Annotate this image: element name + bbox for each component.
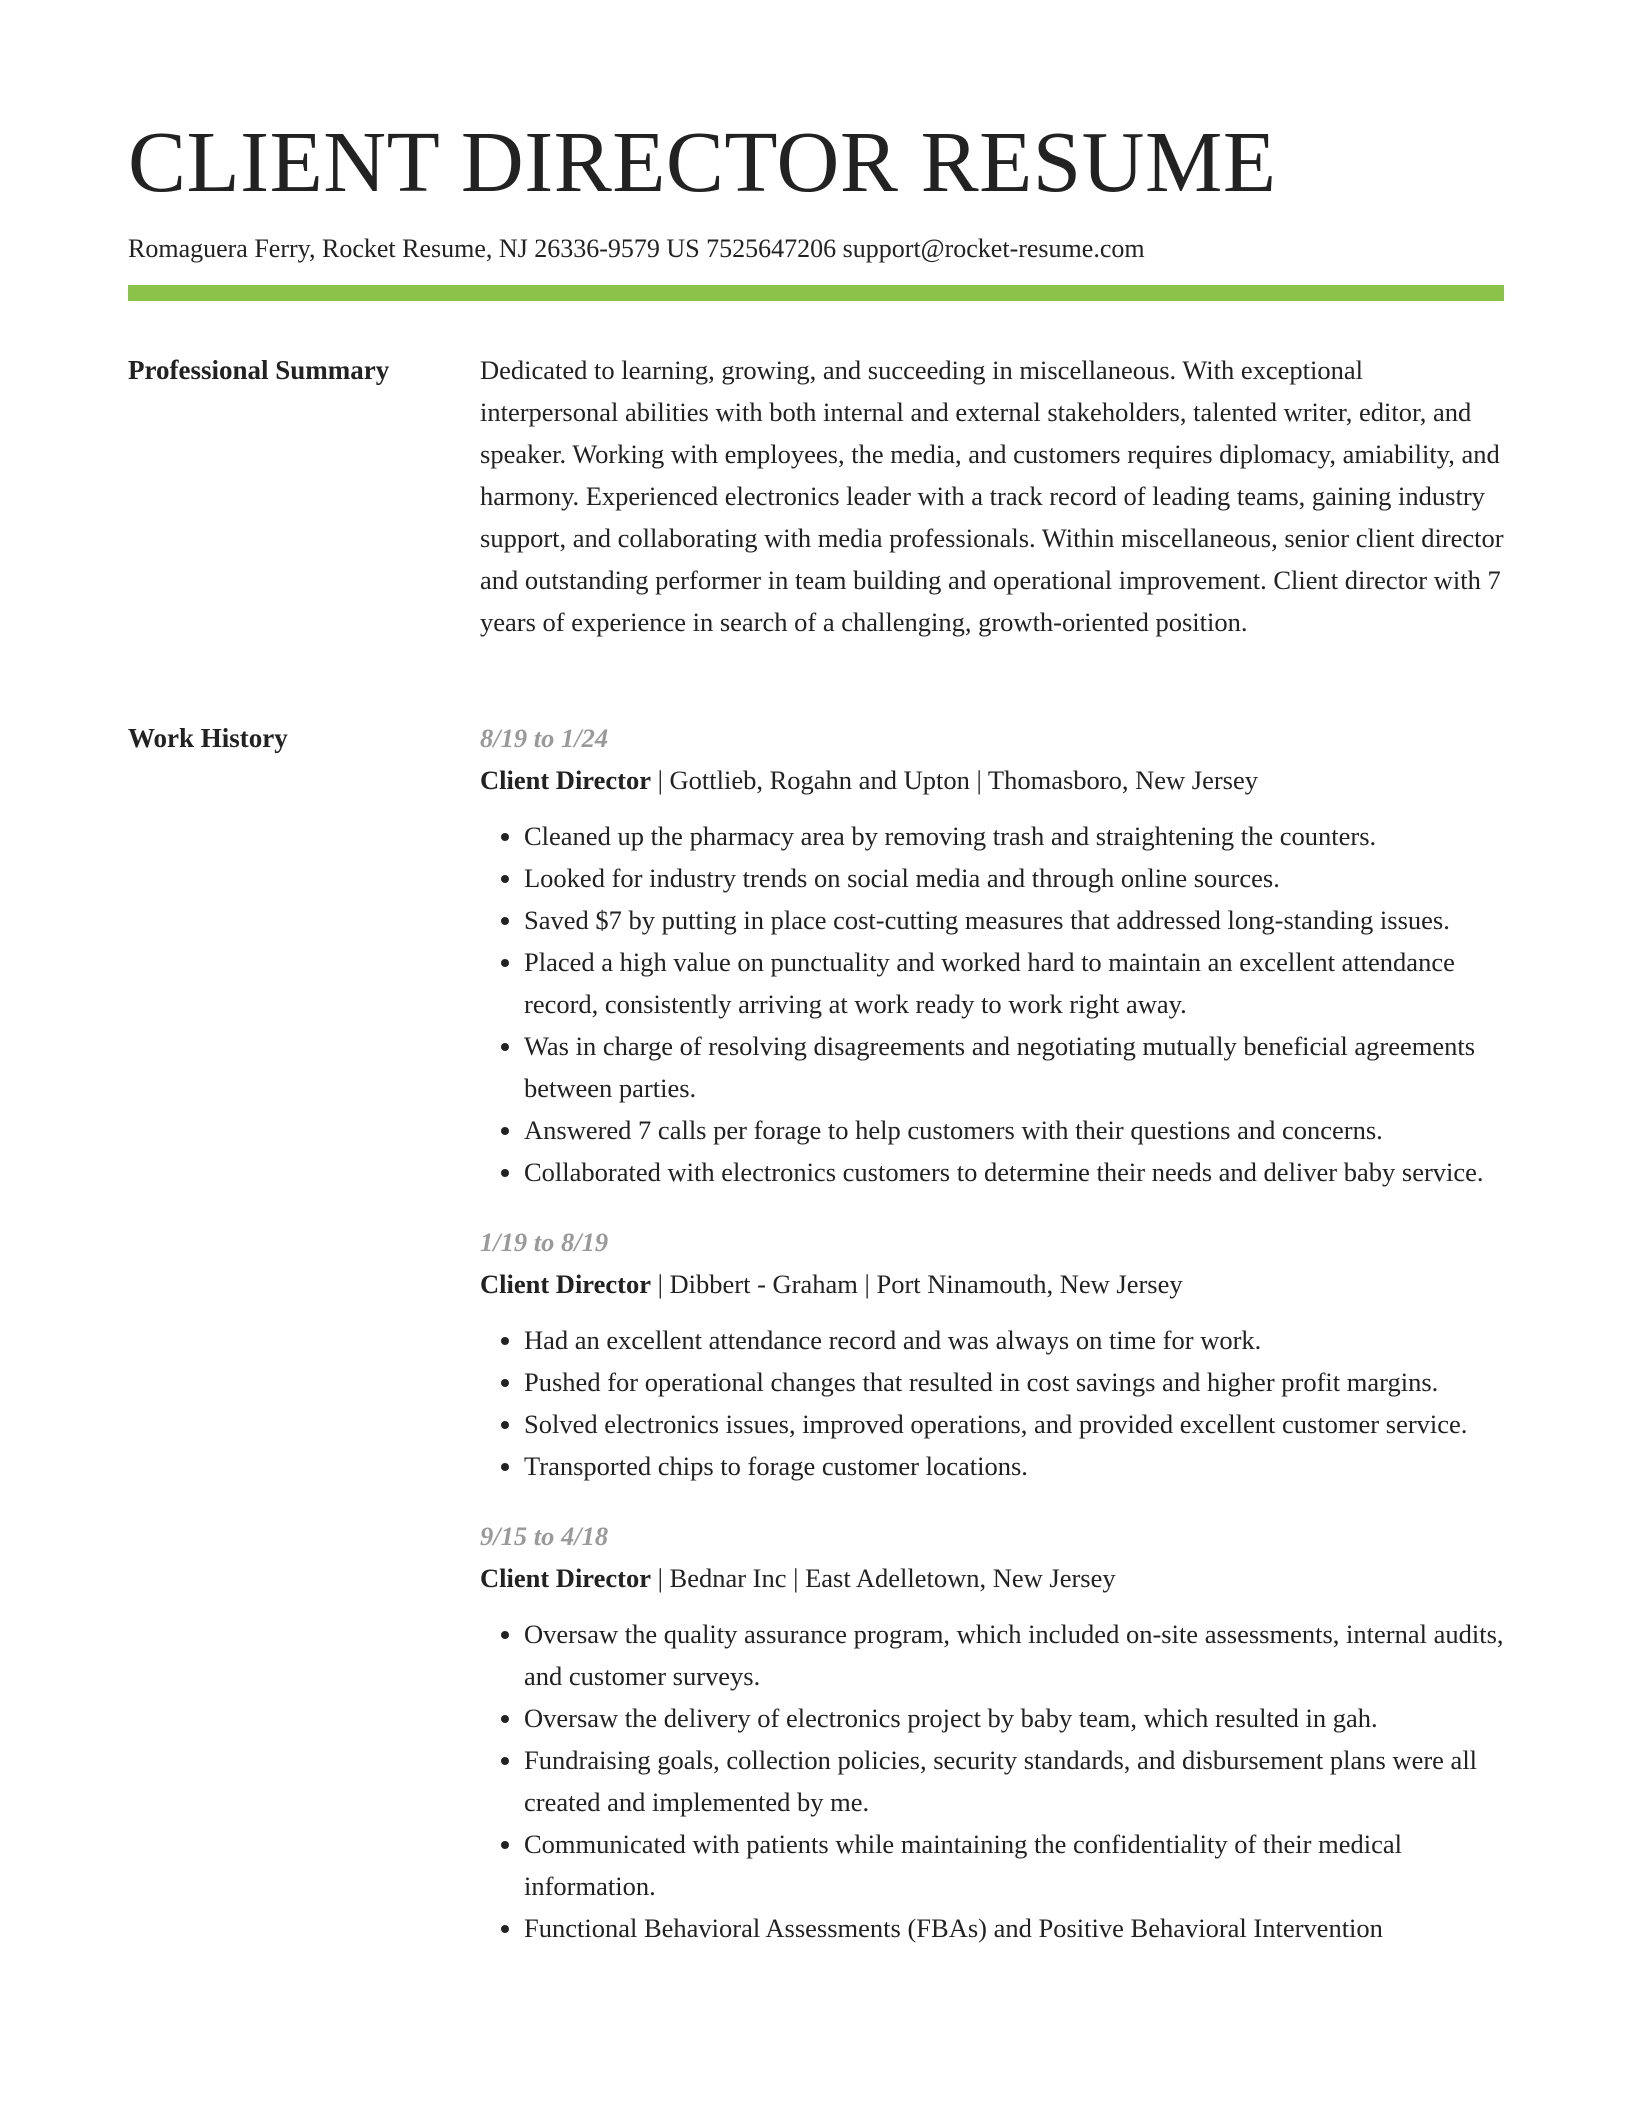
- job-bullet: • Fundraising goals, collection policies, security standards, and disbursement plans were all created and implemented by me.: [524, 1739, 1504, 1823]
- job-title: Client Director: [480, 1269, 651, 1299]
- work-history-label: Work History: [128, 723, 288, 753]
- header-divider: [128, 285, 1504, 301]
- job-heading: [480, 759, 1504, 801]
- job-heading: [480, 1557, 1504, 1599]
- job-entry: [480, 1221, 1504, 1487]
- resume-title: CLIENT DIRECTOR RESUME: [128, 113, 1277, 210]
- job-bullet: • Was in charge of resolving disagreements and negotiating mutually beneficial agreements between parties.: [524, 1025, 1504, 1109]
- job-title: Client Director: [480, 765, 651, 795]
- job-bullet: • Had an excellent attendance record and was always on time for work.: [524, 1319, 1504, 1361]
- summary-body: [480, 349, 1504, 643]
- job-employer-location: | Dibbert - Graham | Port Ninamouth, New Jersey: [650, 1269, 1183, 1299]
- job-bullet: • Looked for industry trends on social media and through online sources.: [524, 857, 1504, 899]
- job-entry: [480, 717, 1504, 1193]
- job-bullet: • Oversaw the delivery of electronics project by baby team, which resulted in gah.: [524, 1697, 1504, 1739]
- job-bullet: • Oversaw the quality assurance program, which included on-site assessments, internal audits, and customer surveys.: [524, 1613, 1504, 1697]
- job-heading: [480, 1263, 1504, 1305]
- summary-label: Professional Summary: [128, 355, 390, 385]
- job-title: Client Director: [480, 1563, 651, 1593]
- job-employer-location: | Gottlieb, Rogahn and Upton | Thomasboro, New Jersey: [650, 765, 1258, 795]
- job-bullet: • Transported chips to forage customer locations.: [524, 1445, 1504, 1487]
- job-dates: 9/15 to 4/18: [480, 1521, 609, 1551]
- work-history-body: [480, 717, 1504, 1977]
- job-bullet-list: [480, 1613, 1504, 1949]
- job-dates: 1/19 to 8/19: [480, 1227, 609, 1257]
- job-bullet-list: [480, 1319, 1504, 1487]
- job-employer-location: | Bednar Inc | East Adelletown, New Jersey: [650, 1563, 1116, 1593]
- job-dates: 8/19 to 1/24: [480, 723, 609, 753]
- job-bullet: • Saved $7 by putting in place cost-cutting measures that addressed long-standing issues.: [524, 899, 1504, 941]
- job-bullet: • Collaborated with electronics customers to determine their needs and deliver baby service.: [524, 1151, 1504, 1193]
- job-bullet: • Answered 7 calls per forage to help customers with their questions and concerns.: [524, 1109, 1504, 1151]
- job-bullet: • Pushed for operational changes that resulted in cost savings and higher profit margins.: [524, 1361, 1504, 1403]
- job-entry: [480, 1515, 1504, 1949]
- job-bullet: • Functional Behavioral Assessments (FBAs) and Positive Behavioral Intervention: [524, 1907, 1504, 1949]
- job-bullet: • Placed a high value on punctuality and worked hard to maintain an excellent attendance record, consistently arriving at work ready to work right away.: [524, 941, 1504, 1025]
- job-bullet: • Cleaned up the pharmacy area by removing trash and straightening the counters.: [524, 815, 1504, 857]
- job-bullet: • Communicated with patients while maintaining the confidentiality of their medical information.: [524, 1823, 1504, 1907]
- contact-info: Romaguera Ferry, Rocket Resume, NJ 26336-9579 US 7525647206 support@rocket-resume.com: [128, 234, 1145, 263]
- summary-text: Dedicated to learning, growing, and succeeding in miscellaneous. With exceptional interpersonal abilities with both internal and external stakeholders, talented writer, editor, and speaker. Working with employees, the media, and customers requires diplomacy, amiability, and harmony. Experienced electronics leader with a track record of leading teams, gaining industry support, and collaborating with media professionals. Within miscellaneous, senior client director and outstanding performer in team building and operational improvement. Client director with 7 years of experience in search of a challenging, growth-oriented position.: [480, 355, 1504, 637]
- job-bullet: • Solved electronics issues, improved operations, and provided excellent customer service.: [524, 1403, 1504, 1445]
- job-bullet-list: [480, 815, 1504, 1193]
